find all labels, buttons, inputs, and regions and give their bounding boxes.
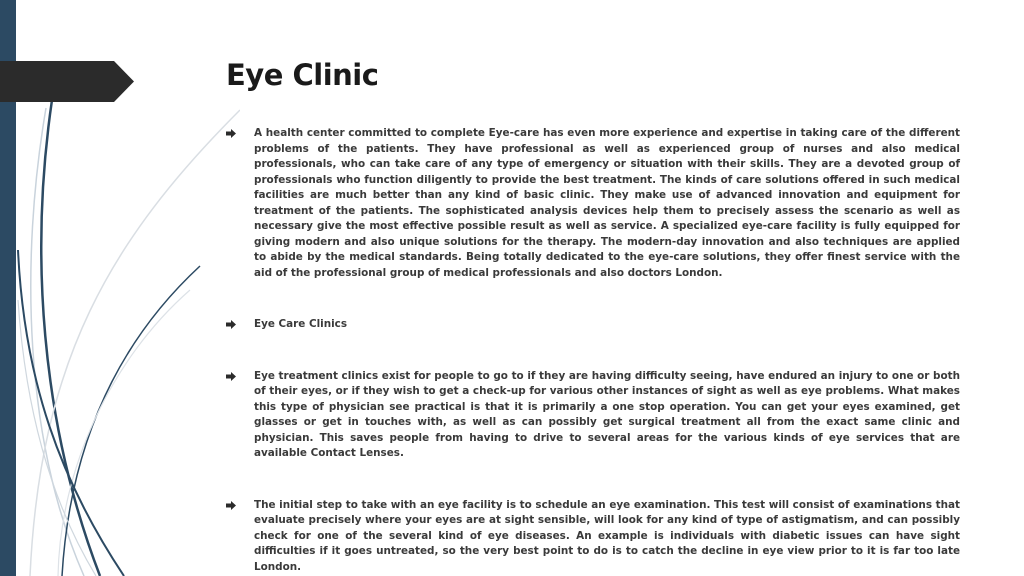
arrow-right-icon xyxy=(226,501,236,510)
arrow-right-icon xyxy=(226,320,236,329)
bullet-list xyxy=(226,126,960,575)
list-item xyxy=(226,498,960,576)
arrow-right-icon xyxy=(226,129,236,138)
page-title: Eye Clinic xyxy=(226,58,379,92)
title-tab-shape xyxy=(0,61,134,102)
bullet-text: Eye treatment clinics exist for people to go to if they are having difficulty seeing, have endured an injury to one or both of their eyes, or if they wish to get a check-up for various other instances of sight as well as eye problems. What makes this type of physician see practical is that it is primarily a one stop operation. You can get your eyes examined, get glasses or get in touches with, as well as can possibly get surgical treatment all from the exact same clinic and physician. This saves people from having to drive to several areas for the various kinds of eye services that are available Contact Lenses. xyxy=(254,369,960,459)
bullet-text: The initial step to take with an eye facility is to schedule an eye examination. This test will consist of examinations that evaluate precisely where your eyes are at sight sensible, will look for any kind of type of astigmatism, and can possibly check for one of the several kind of eye diseases. An example is individuals with diabetic issues can have sight difficulties if it goes untreated, so the very best point to do is to catch the decline in eye view prior to it is far too late London. xyxy=(254,498,960,573)
list-item xyxy=(226,126,960,281)
list-item xyxy=(226,369,960,462)
list-item xyxy=(226,317,960,333)
bullet-text: Eye Care Clinics xyxy=(254,318,348,330)
bullet-text: A health center committed to complete Eye-care has even more experience and expertise in taking care of the different problems of the patients. They have professional as well as experienced group of nurses and also medical professionals, who can take care of any type of emergency or situation with their skills. They are a devoted group of professionals who function diligently to provide the best treatment. The kinds of care solutions offered in such medical facilities are much better than any kind of basic clinic. They make use of advanced innovation and equipment for treatment of the patients. The sophisticated analysis devices help them to precisely assess the scenario as well as necessary give the most effective possible result as well as service. A specialized eye-care facility is fully equipped for giving modern and also unique solutions for the therapy. The modern-day innovation and also techniques are applied to abide by the medical standards. Being totally dedicated to the eye-care solutions, they offer finest service with the aid of the professional group of medical professionals and also doctors London. xyxy=(254,127,960,279)
arrow-right-icon xyxy=(226,372,236,381)
